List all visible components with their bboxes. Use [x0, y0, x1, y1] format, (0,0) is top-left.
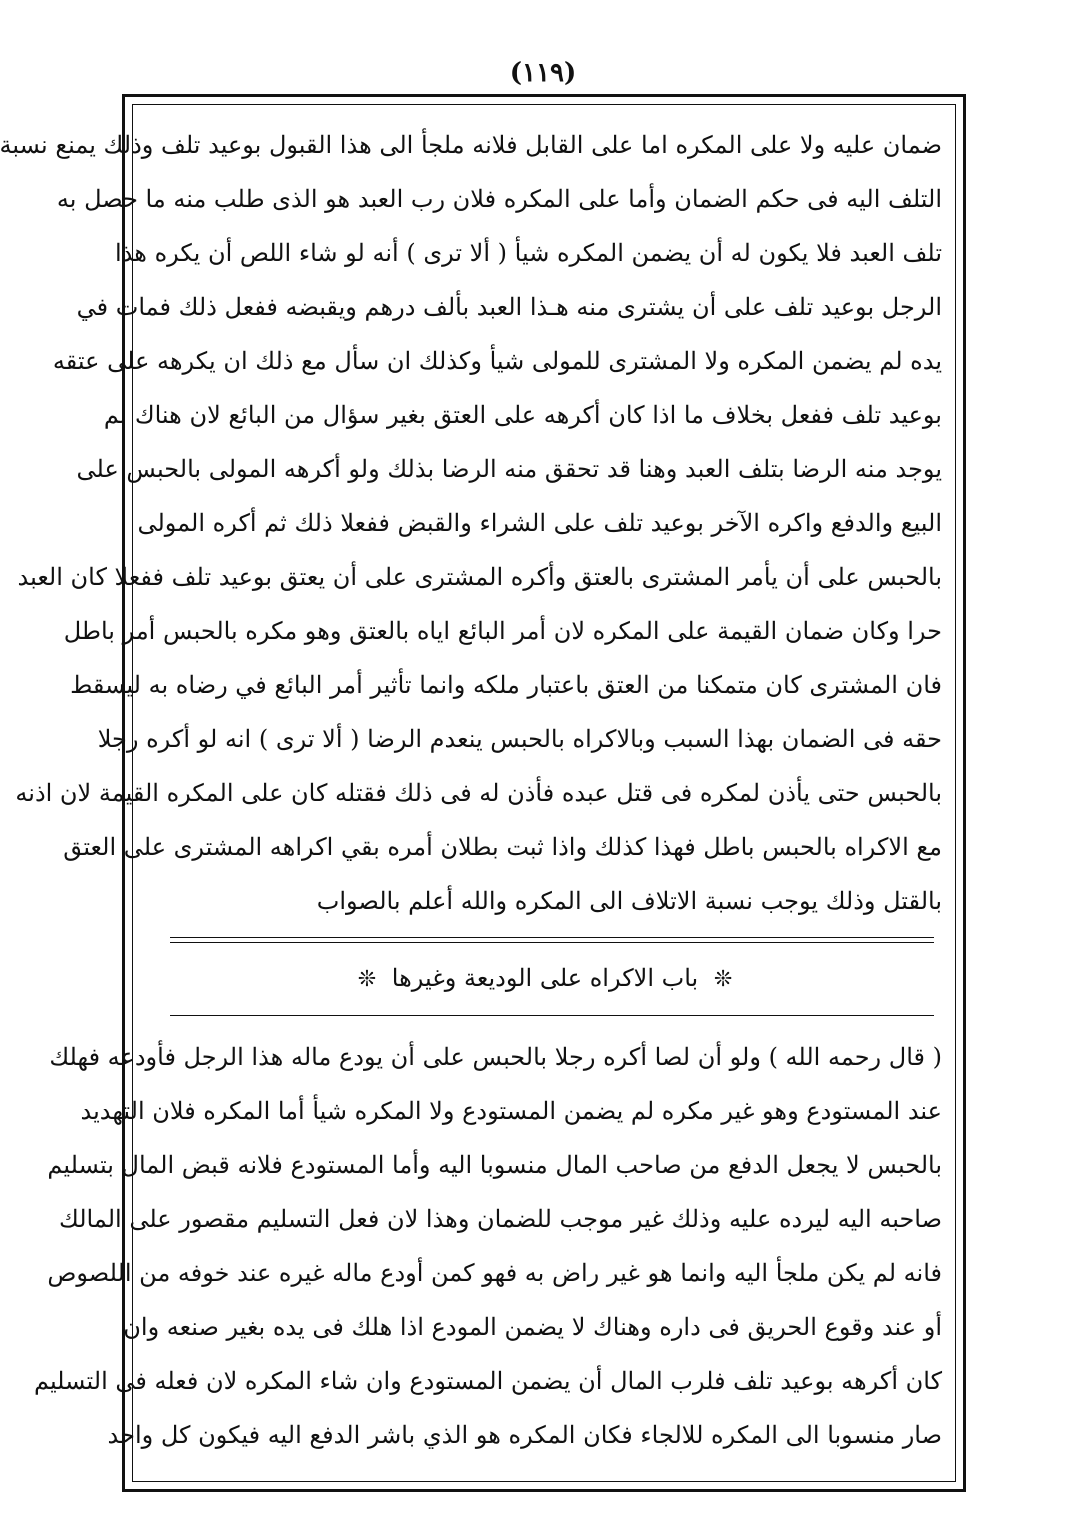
text-line: البيع والدفع واكره الآخر بوعيد تلف على الشراء والقبض ففعلا ذلك ثم أكره المولى: [137, 509, 942, 537]
text-line: حقه فى الضمان بهذا السبب وبالاكراه بالحبس ينعدم الرضا ( ألا ترى ) انه لو أكره رجلا: [97, 725, 942, 753]
text-line: عند المستودع وهو غير مكره لم يضمن المستودع ولا المكره شيأ أما المكره فلان التهديد: [80, 1097, 942, 1125]
text-line: مع الاكراه بالحبس باطل فهذا كذلك واذا ثبت بطلان أمره بقي اكراهه المشترى على العتق: [63, 833, 942, 861]
section-divider-bottom: [170, 1015, 934, 1016]
text-line: الرجل بوعيد تلف على أن يشترى منه هـذا العبد بألف درهم ويقبضه ففعل ذلك فمات في: [76, 293, 942, 321]
chapter-heading: [148, 956, 942, 1002]
text-block-1: [0, 118, 942, 928]
ornament-icon: ❊: [357, 966, 377, 992]
text-line: بالحبس على أن يأمر المشترى بالعتق وأكره المشترى على أن يعتق بوعيد تلف ففعلا كان العبد: [17, 563, 942, 591]
text-line: بالقتل وذلك يوجب نسبة الاتلاف الى المكره والله أعلم بالصواب: [316, 887, 942, 915]
text-line: فان المشترى كان متمكنا من العتق باعتبار ملكه وانما تأثير أمر البائع في رضاه به ليسقط: [70, 671, 942, 699]
text-line: كان أكرهه بوعيد تلف فلرب المال أن يضمن المستودع وان شاء المكره لان فعله فى التسليم: [33, 1367, 942, 1395]
page-number: (١١٩): [509, 58, 577, 88]
text-line: بالحبس لا يجعل الدفع من صاحب المال منسوبا اليه وأما المستودع فلانه قبض المال بتسليم: [47, 1151, 942, 1179]
text-line: ضمان عليه ولا على المكره اما على القابل فلانه ملجأ الى هذا القبول بوعيد تلف وذلك يمنع نسبة: [0, 131, 942, 159]
text-line: يوجد منه الرضا بتلف العبد وهنا قد تحقق منه الرضا بذلك ولو أكرهه المولى بالحبس على: [76, 455, 942, 483]
text-line: صاحبه اليه ليرده عليه وذلك غير موجب للضمان وهذا لان فعل التسليم مقصور على المالك: [59, 1205, 942, 1233]
section-divider-top: [170, 937, 934, 943]
text-line: صار منسوبا الى المكره للالجاء فكان المكره هو الذي باشر الدفع اليه فيكون كل واحد: [107, 1421, 942, 1449]
chapter-title: باب الاكراه على الوديعة وغيرها: [391, 964, 699, 992]
ornament-icon: ❊: [713, 966, 733, 992]
text-block-2: [33, 1030, 942, 1462]
text-line: بوعيد تلف ففعل بخلاف ما اذا كان أكرهه على العتق بغير سؤال من البائع لان هناك لم: [103, 401, 942, 429]
text-line: حرا وكان ضمان القيمة على المكره لان أمر البائع اياه بالعتق وهو مكره بالحبس أمر باطل: [63, 617, 942, 645]
text-line: فانه لم يكن ملجأ اليه وانما هو غير راض به فهو كمن أودع ماله غيره عند خوفه من اللصوص: [47, 1259, 942, 1287]
text-line: تلف العبد فلا يكون له أن يضمن المكره شيأ ( ألا ترى ) أنه لو شاء اللص أن يكره هذا: [115, 239, 942, 267]
text-line: بالحبس حتى يأذن لمكره فى قتل عبده فأذن له فى ذلك فقتله كان على المكره القيمة لان اذنه: [15, 779, 942, 807]
text-line: التلف اليه فى حكم الضمان وأما على المكره فلان رب العبد هو الذى طلب منه ما حصل به: [56, 185, 942, 213]
text-line: يده لم يضمن المكره ولا المشترى للمولى شيأ وكذلك ان سأل مع ذلك ان يكرهه على عتقه: [52, 347, 942, 375]
text-line: ( قال رحمه الله ) ولو أن لصا أكره رجلا بالحبس على أن يودع ماله هذا الرجل فأودعه فهلك: [49, 1043, 942, 1071]
text-line: أو عند وقوع الحريق فى داره وهناك لا يضمن المودع اذا هلك فى يده بغير صنعه وان: [123, 1313, 942, 1341]
